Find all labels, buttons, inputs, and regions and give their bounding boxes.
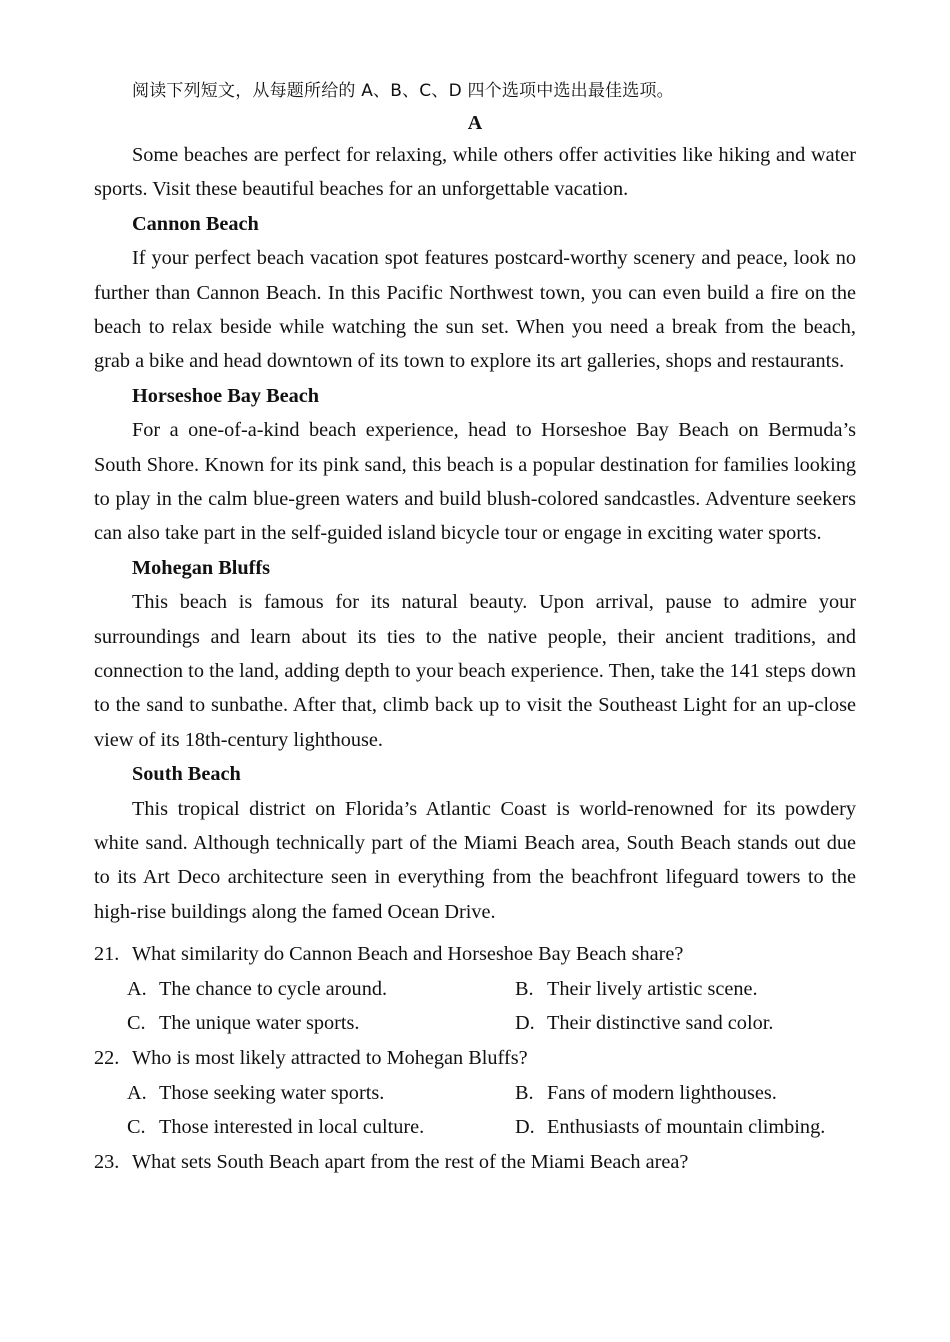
question-21 xyxy=(94,937,856,972)
question-text: Who is most likely attracted to Mohegan Bluffs? xyxy=(132,1047,528,1070)
beach-heading-south: South Beach xyxy=(132,763,241,786)
option-row xyxy=(94,1006,856,1041)
beach-paragraph-south: This tropical district on Florida’s Atlantic Coast is world-renowned for its powdery white sand. Although technically part of the Miami Beach area, South Beach stands out due to its Art Deco architecture seen in everything from the beachfront lifeguard towers to the high-rise buildings along the famed Ocean Drive. xyxy=(94,797,856,923)
option-row xyxy=(94,972,856,1007)
option-row xyxy=(94,1076,856,1111)
intro-paragraph: Some beaches are perfect for relaxing, while others offer activities like hiking and water sports. Visit these beautiful beaches for an unforgettable vacation. xyxy=(94,144,856,201)
exam-page xyxy=(94,76,856,1179)
beach-heading-horseshoe: Horseshoe Bay Beach xyxy=(132,384,320,407)
option-d[interactable]: D. Their distinctive sand color. xyxy=(515,1012,774,1035)
option-d[interactable]: D. Enthusiasts of mountain climbing. xyxy=(515,1116,826,1139)
section-title: A xyxy=(467,112,483,134)
option-b[interactable]: B. Their lively artistic scene. xyxy=(515,977,758,1000)
question-text: What sets South Beach apart from the rest of the Miami Beach area? xyxy=(132,1150,689,1173)
option-a[interactable]: A. The chance to cycle around. xyxy=(127,977,388,1000)
question-number: 21. xyxy=(94,943,120,966)
option-b[interactable]: B. Fans of modern lighthouses. xyxy=(515,1081,777,1104)
question-text: What similarity do Cannon Beach and Horseshoe Bay Beach share? xyxy=(132,943,684,966)
option-row xyxy=(94,1110,856,1145)
beach-heading-cannon: Cannon Beach xyxy=(132,212,259,235)
beach-heading-mohegan: Mohegan Bluffs xyxy=(132,556,271,579)
option-c[interactable]: C. Those interested in local culture. xyxy=(127,1116,425,1139)
option-a[interactable]: A. Those seeking water sports. xyxy=(127,1081,385,1104)
beach-paragraph-mohegan: This beach is famous for its natural beauty. Upon arrival, pause to admire your surroundings and learn about its ties to the native people, their ancient traditions, and connection to the land, adding depth to your beach experience. Then, take the 141 steps down to the sand to sunbathe. After that, climb back up to visit the Southeast Light for an up-close view of its 18th-century lighthouse. xyxy=(94,591,856,751)
instruction-text: 阅读下列短文，从每题所给的 A、B、C、D 四个选项中选出最佳选项。 xyxy=(132,81,674,101)
beach-paragraph-cannon: If your perfect beach vacation spot features postcard-worthy scenery and peace, look no further than Cannon Beach. In this Pacific Northwest town, you can even build a fire on the beach to relax beside while watching the sun set. When you need a break from the beach, grab a bike and head downtown of its town to explore its art galleries, shops and restaurants. xyxy=(94,247,856,373)
option-c[interactable]: C. The unique water sports. xyxy=(127,1012,360,1035)
question-22 xyxy=(94,1041,856,1076)
question-number: 22. xyxy=(94,1047,120,1070)
beach-paragraph-horseshoe: For a one-of-a-kind beach experience, head to Horseshoe Bay Beach on Bermuda’s South Shore. Known for its pink sand, this beach is a popular destination for families looking to play in the calm blue-green waters and build blush-colored sandcastles. Adventure seekers can also take part in the self-guided island bicycle tour or engage in exciting water sports. xyxy=(94,419,856,545)
question-23 xyxy=(94,1145,856,1180)
question-list xyxy=(94,937,856,1179)
question-number: 23. xyxy=(94,1150,120,1173)
